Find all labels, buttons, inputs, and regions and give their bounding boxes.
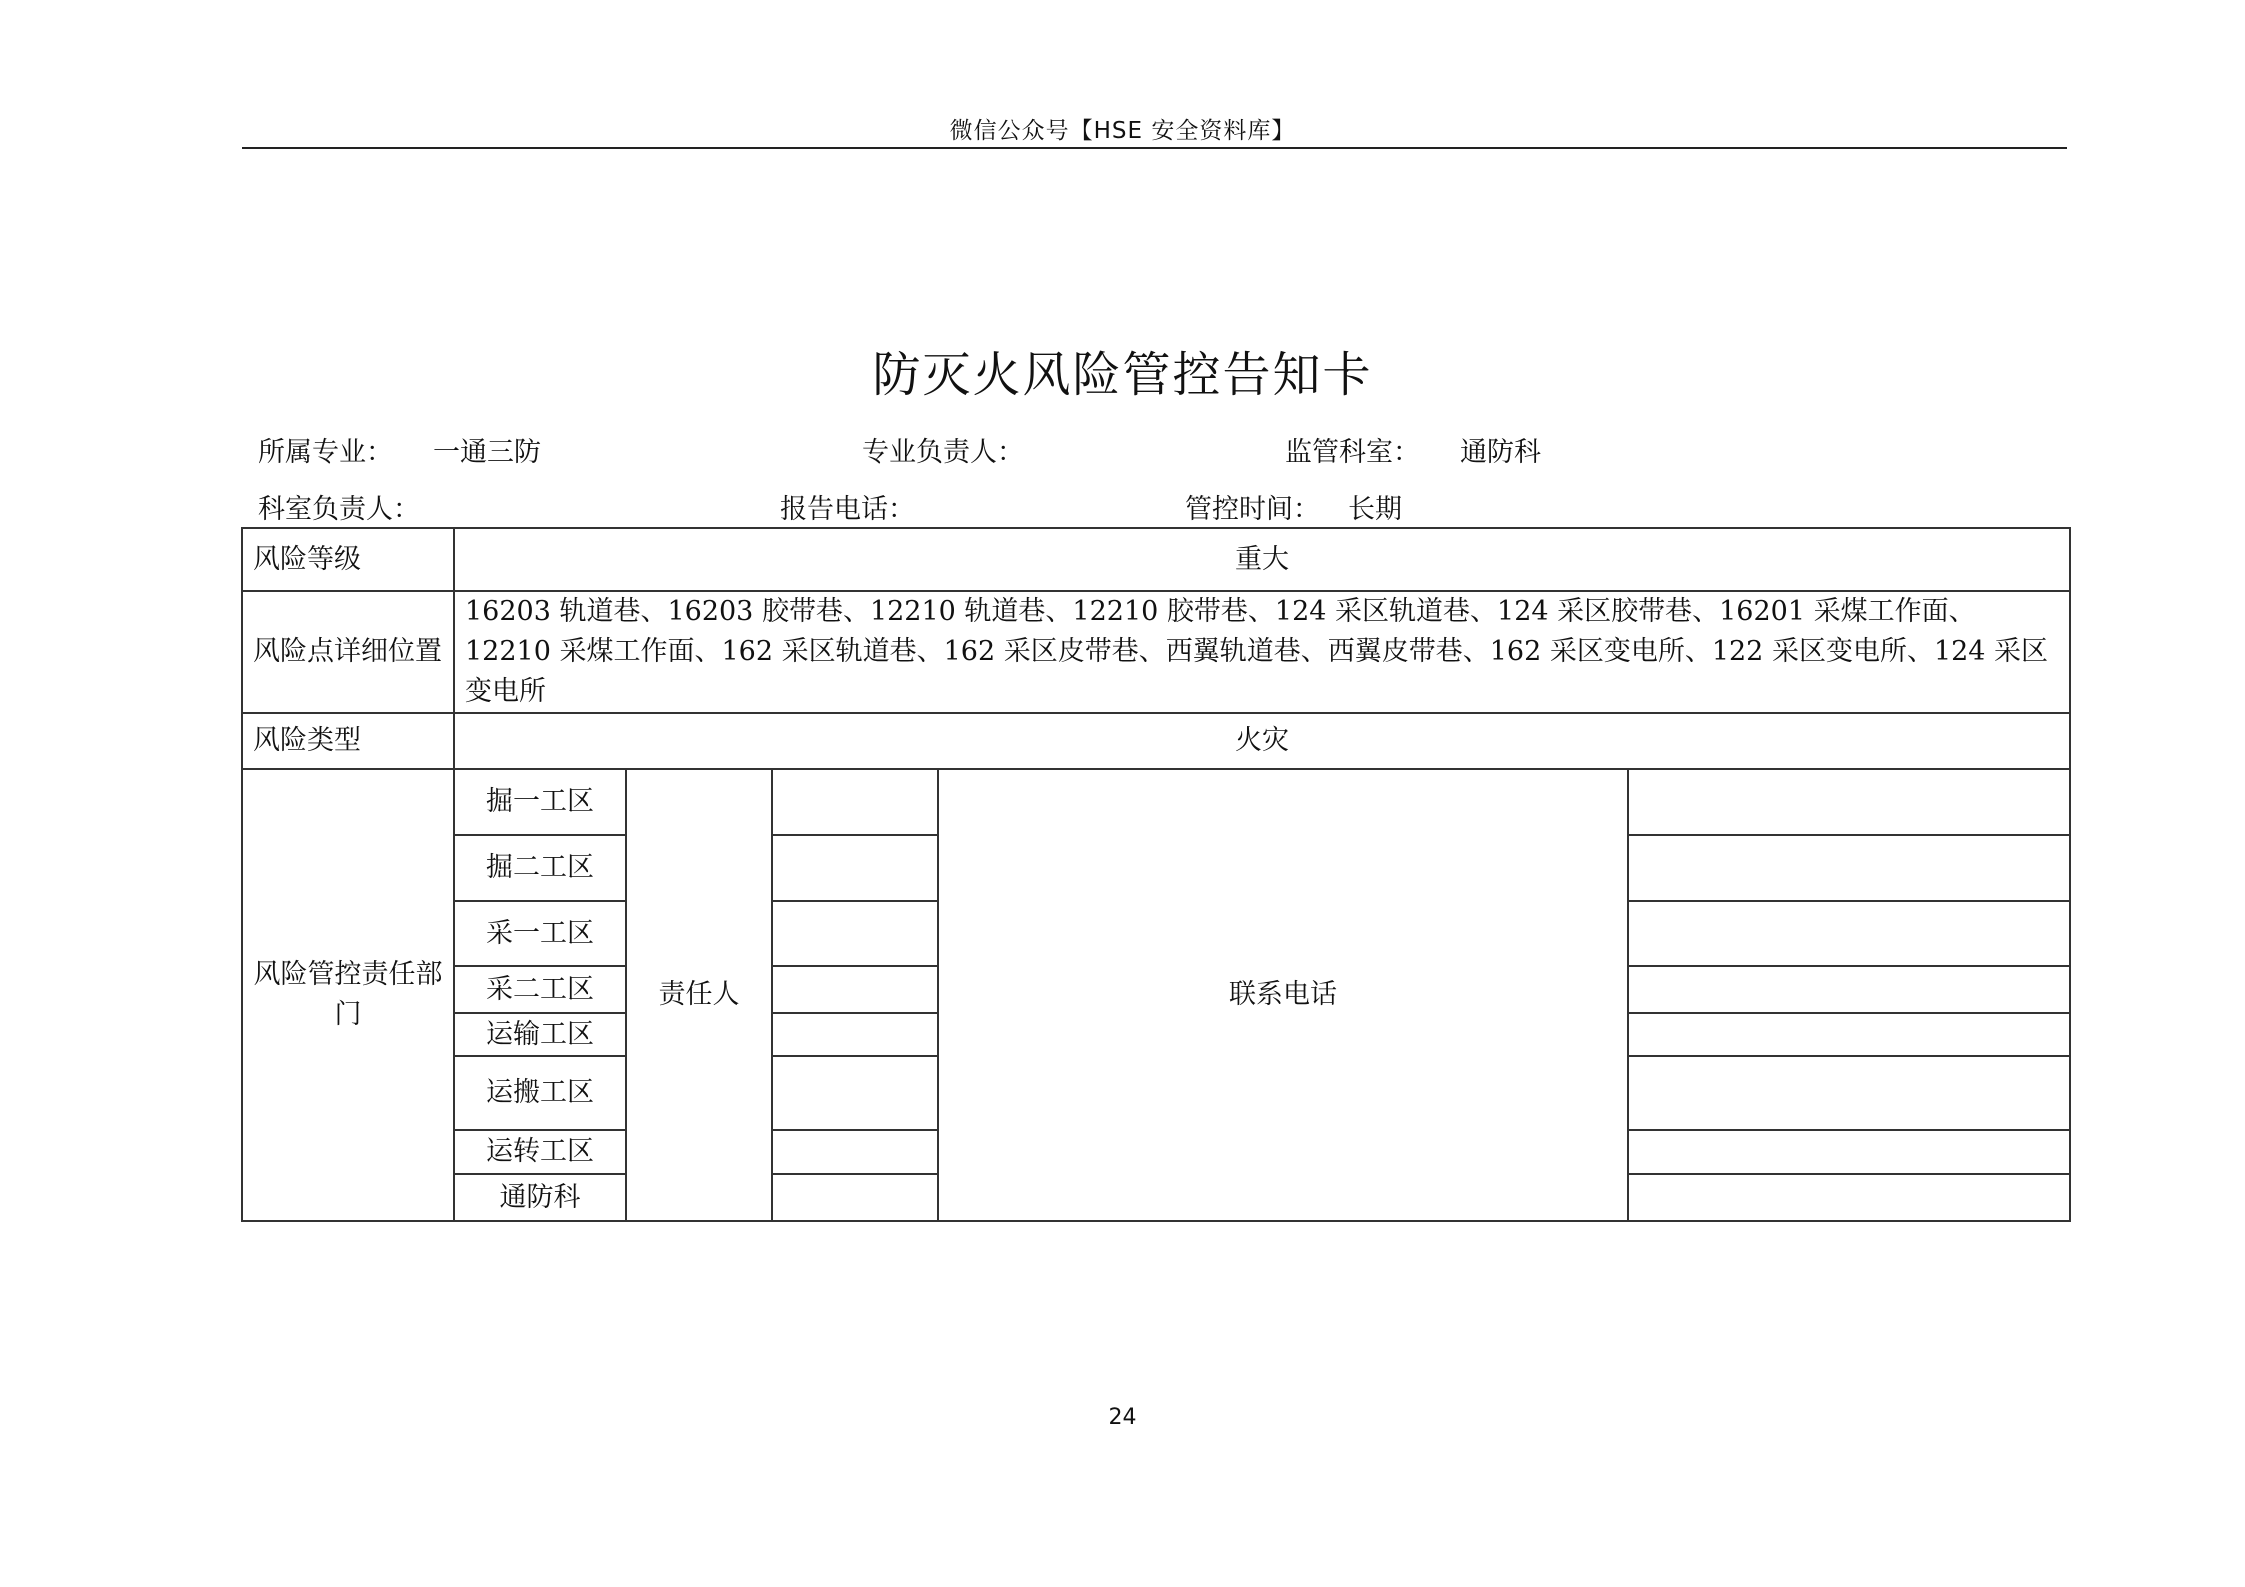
supervision-label: 监管科室： [1285, 437, 1420, 468]
location-value: 16203 轨道巷、16203 胶带巷、12210 轨道巷、12210 胶带巷、124 采区轨道巷、124 采区胶带巷、16201 采煤工作面、12210 采煤工作面、162 采区轨道巷、162 采区皮带巷、西翼轨道巷、西翼皮带巷、162 采区变电所、122 采区变电所、124 采区变电所 [454, 591, 2070, 713]
person-label: 责任人 [626, 769, 772, 1221]
document-title: 防灭火风险管控告知卡 [872, 347, 1373, 403]
risk-type-row [242, 713, 2070, 769]
risk-type-value: 火灾 [454, 713, 2070, 769]
person-cell [772, 901, 938, 966]
dept-name: 运输工区 [454, 1013, 626, 1056]
person-cell [772, 1056, 938, 1130]
person-cell [772, 966, 938, 1013]
page-header: 微信公众号【HSE 安全资料库】 [949, 118, 1296, 144]
supervision-value: 通防科 [1460, 437, 1541, 468]
risk-level-row [242, 528, 2070, 591]
person-cell [772, 1174, 938, 1221]
person-cell [772, 835, 938, 901]
phone-cell [1628, 966, 2070, 1013]
dept-name: 掘一工区 [454, 769, 626, 835]
specialty-label: 所属专业： [258, 437, 393, 468]
supervision-field [1285, 430, 1541, 469]
dept-name: 运转工区 [454, 1130, 626, 1174]
phone-cell [1628, 901, 2070, 966]
specialty-head-label: 专业负责人： [862, 437, 1024, 468]
risk-level-value: 重大 [454, 528, 2070, 591]
control-time-field [1185, 487, 1402, 526]
control-time-value: 长期 [1348, 494, 1402, 525]
phone-cell [1628, 1013, 2070, 1056]
contact-label: 联系电话 [938, 769, 1628, 1221]
header-divider [242, 147, 2067, 149]
location-label: 风险点详细位置 [242, 591, 454, 713]
specialty-head-field [862, 430, 1024, 469]
specialty-field [258, 430, 541, 469]
dept-name: 通防科 [454, 1174, 626, 1221]
phone-cell [1628, 769, 2070, 835]
phone-cell [1628, 1174, 2070, 1221]
dept-name: 采一工区 [454, 901, 626, 966]
phone-cell [1628, 1130, 2070, 1174]
location-row [242, 591, 2070, 713]
report-phone-field [780, 487, 915, 526]
person-cell [772, 1013, 938, 1056]
dept-name: 运搬工区 [454, 1056, 626, 1130]
phone-cell [1628, 1056, 2070, 1130]
control-time-label: 管控时间： [1185, 494, 1320, 525]
phone-cell [1628, 835, 2070, 901]
person-cell [772, 1130, 938, 1174]
office-head-field [258, 487, 420, 526]
office-head-label: 科室负责人： [258, 494, 420, 525]
risk-level-label: 风险等级 [242, 528, 454, 591]
risk-notice-table [241, 527, 2071, 1222]
risk-type-label: 风险类型 [242, 713, 454, 769]
report-phone-label: 报告电话： [780, 494, 915, 525]
person-cell [772, 769, 938, 835]
dept-label: 风险管控责任部门 [242, 769, 454, 1221]
dept-name: 采二工区 [454, 966, 626, 1013]
dept-name: 掘二工区 [454, 835, 626, 901]
specialty-value: 一通三防 [433, 437, 541, 468]
page-number: 24 [1108, 1405, 1137, 1430]
dept-row [242, 769, 2070, 835]
